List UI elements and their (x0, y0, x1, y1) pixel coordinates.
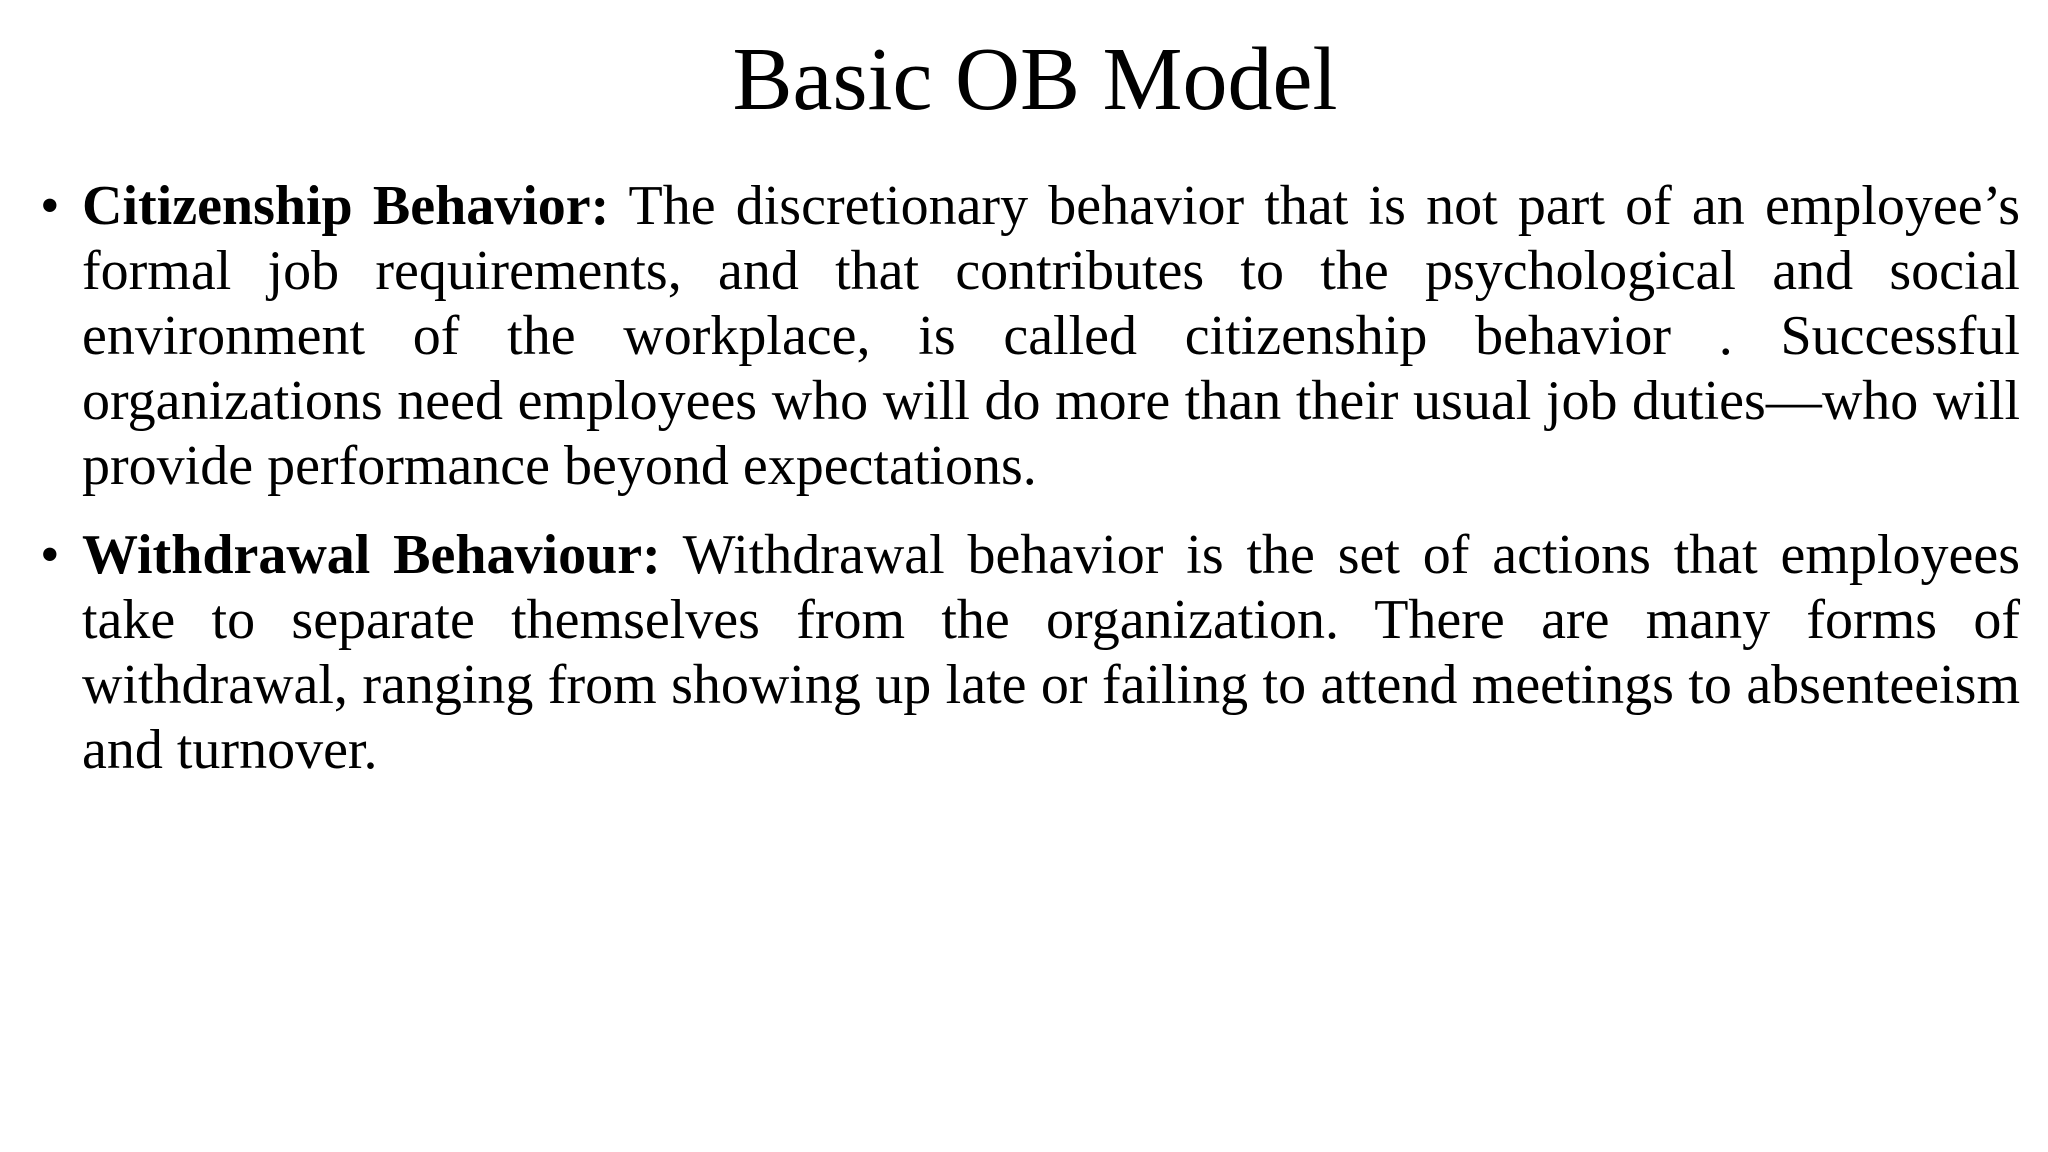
bullet-term: Citizenship Behavior: (82, 175, 610, 237)
bullet-withdrawal-behaviour (40, 523, 2020, 783)
bullet-citizenship-behavior (40, 174, 2020, 499)
bullet-list (40, 174, 2020, 807)
slide-title: Basic OB Model (732, 30, 1338, 129)
bullet-text: The discretionary behavior that is not part of an employee’s formal job requirements, and that contributes to the psychological and social environment of the workplace, is called citizenship behavior . Successful organizations need employees who will do more than their usual job duties—who will provide performance beyond expectations. (82, 175, 2020, 497)
bullet-term: Withdrawal Behaviour: (82, 524, 661, 586)
bullet-dot-icon: • (40, 524, 60, 586)
bullet-text: Withdrawal behavior is the set of actions that employees take to separate themselves from the organization. There are many forms of withdrawal, ranging from showing up late or failing to attend meetings to absenteeism and turnover. (82, 524, 2021, 781)
bullet-dot-icon: • (40, 175, 60, 237)
